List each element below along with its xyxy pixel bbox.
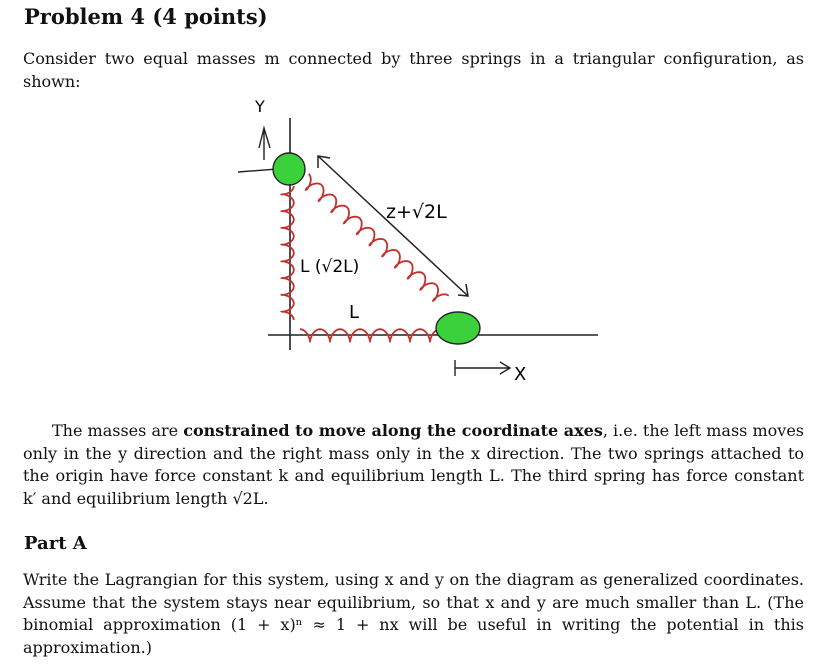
mass-left	[273, 153, 305, 185]
label-left-spring-length: L (√2L)	[300, 257, 360, 277]
problem-intro: Consider two equal masses m connected by three springs in a triangular configuration, as shown:	[23, 49, 804, 91]
x-axis-label: X	[514, 364, 527, 385]
mass-right	[436, 312, 480, 344]
constraints-pre: The masses are	[52, 421, 184, 440]
label-bottom-spring-length: L	[349, 302, 360, 323]
constraints-paragraph	[23, 420, 804, 510]
constraints-post: , i.e. the left mass moves only in the y direction and the right mass only in the x direction. The two springs attached to the origin have force constant k and equilibrium length L. The third spring has force constant k′ and equilibrium length √2L.	[23, 421, 804, 508]
x-arrow-icon	[455, 360, 510, 376]
part-a-heading: Part A	[24, 533, 87, 554]
problem-title: Problem 4 (4 points)	[24, 4, 268, 29]
y-arrow-icon	[259, 128, 270, 160]
part-a-text: Write the Lagrangian for this system, using x and y on the diagram as generalized coordinates. Assume that the system stays near equilibrium, so that x and y are much smaller than L. (The binomial approximation (1 + x)ⁿ ≈ 1 + nx will be useful in writing the potential in this approximation.)	[23, 570, 804, 657]
constraints-bold: constrained to move along the coordinate axes	[183, 421, 603, 440]
label-hypotenuse-length: z+√2L	[386, 201, 447, 223]
spring-left	[282, 186, 294, 320]
y-axis-label: Y	[255, 97, 265, 116]
spring-hypotenuse	[306, 174, 449, 301]
